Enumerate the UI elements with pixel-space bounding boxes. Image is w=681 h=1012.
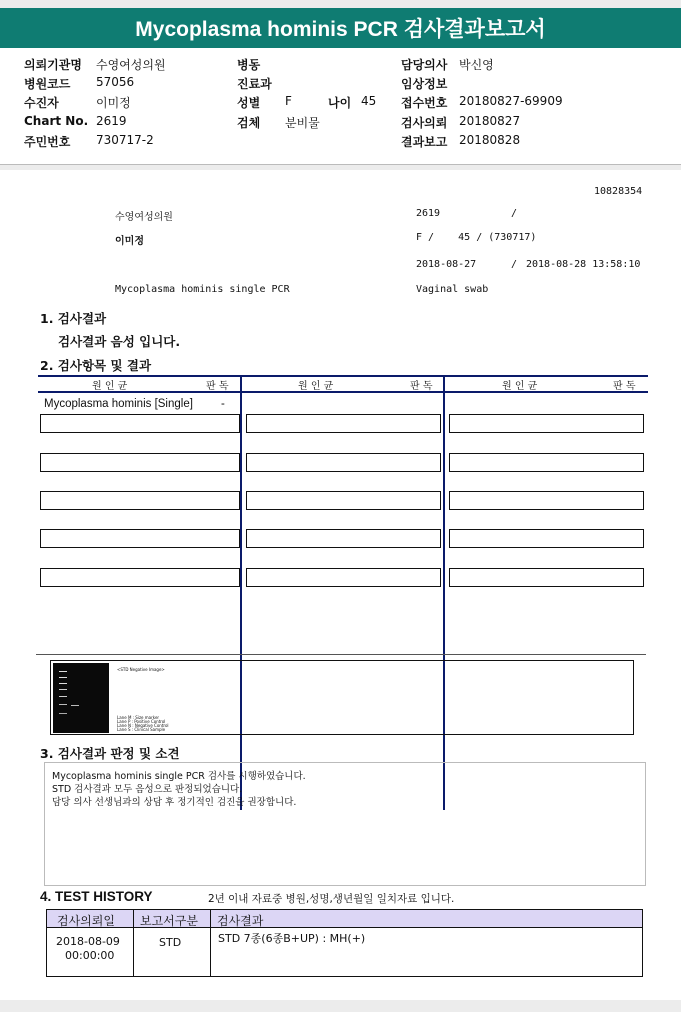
header-pathogen-1: 원 인 균 xyxy=(92,381,128,392)
history-row-date: 2018-08-09 xyxy=(56,935,120,948)
history-table xyxy=(46,909,643,977)
findings-line: STD 검사결과 모두 음성으로 판정되었습니다. xyxy=(52,784,243,795)
history-header-report-type: 보고서구분 xyxy=(140,914,198,928)
gel-section-divider xyxy=(36,654,646,655)
gel-image-frame xyxy=(50,660,634,735)
label-resident-number: 주민번호 xyxy=(24,135,71,149)
label-request-date: 검사의뢰 xyxy=(401,116,448,130)
gel-legend-line: Lane N : Negative Control xyxy=(117,723,169,728)
report-specimen: Vaginal swab xyxy=(416,284,489,295)
history-note: 2년 이내 자료중 병원,성명,생년월일 일치자료 입니다. xyxy=(208,893,455,905)
result-slot xyxy=(40,491,240,510)
report-paper xyxy=(0,170,681,1000)
value-resident-number: 730717-2 xyxy=(96,133,154,147)
result-slot xyxy=(246,529,441,548)
history-col-divider xyxy=(133,910,134,976)
result-slot xyxy=(449,453,644,472)
result-slot xyxy=(40,414,240,433)
report-title: Mycoplasma hominis PCR 검사결과보고서 xyxy=(0,8,681,48)
label-report-date: 결과보고 xyxy=(401,135,448,149)
header-pathogen-3: 원 인 균 xyxy=(502,381,538,392)
report-id: 10828354 xyxy=(594,186,643,197)
findings-line: Mycoplasma hominis single PCR 검사를 시행하였습니다. xyxy=(52,771,306,782)
result-item-value: - xyxy=(221,398,225,410)
label-accession-number: 접수번호 xyxy=(401,96,448,110)
results-table-divider-2 xyxy=(443,375,445,810)
history-col-divider xyxy=(210,910,211,976)
results-table-divider-1 xyxy=(240,375,242,810)
section2-title: 2. 검사항목 및 결과 xyxy=(40,358,152,373)
value-chart-no: 2619 xyxy=(96,114,127,128)
report-chart: 2619 xyxy=(416,208,441,219)
label-ward: 병동 xyxy=(237,58,261,72)
label-physician: 담당의사 xyxy=(401,58,448,72)
section3-title: 3. 검사결과 판정 및 소견 xyxy=(40,746,180,761)
history-row-type: STD xyxy=(159,936,182,949)
report-sex-age: F / 45 / (730717) xyxy=(416,232,537,243)
report-chart-separator: / xyxy=(511,208,518,219)
report-patient: 이미정 xyxy=(115,236,144,247)
value-specimen: 분비물 xyxy=(285,116,320,130)
report-date-from: 2018-08-27 xyxy=(416,259,477,270)
header-result-1: 판 독 xyxy=(206,381,229,392)
value-accession-number: 20180827-69909 xyxy=(459,94,563,108)
result-slot xyxy=(449,529,644,548)
patient-info-panel xyxy=(0,48,681,165)
result-slot xyxy=(449,491,644,510)
gel-electrophoresis-image xyxy=(53,663,109,733)
label-patient-name: 수진자 xyxy=(24,96,59,110)
section4-title: 4. TEST HISTORY xyxy=(40,889,153,904)
section1-title: 1. 검사결과 xyxy=(40,311,107,326)
label-chart-no: Chart No. xyxy=(24,114,89,128)
result-slot xyxy=(40,568,240,587)
value-physician: 박신영 xyxy=(459,58,494,72)
result-slot xyxy=(40,529,240,548)
gel-legend-line: Lane S : Clinical Sample xyxy=(117,727,166,732)
history-header-request-date: 검사의뢰일 xyxy=(57,914,115,928)
result-slot xyxy=(40,453,240,472)
value-requesting-institution: 수영여성의원 xyxy=(96,58,166,72)
value-hospital-code: 57056 xyxy=(96,75,135,89)
label-clinical-info: 임상정보 xyxy=(401,77,448,91)
value-sex: F xyxy=(285,94,292,108)
result-item-pathogen: Mycoplasma hominis [Single] xyxy=(44,398,193,410)
results-table-top-border xyxy=(38,375,648,377)
gel-legend-line: Lane M : Size marker xyxy=(117,715,160,720)
report-date-separator: / xyxy=(511,259,518,270)
header-pathogen-2: 원 인 균 xyxy=(298,381,334,392)
history-table-header xyxy=(47,910,642,928)
report-test-name: Mycoplasma hominis single PCR xyxy=(115,284,290,295)
label-age: 나이 xyxy=(328,96,352,110)
gel-caption: <STD Negative Image> xyxy=(117,667,165,672)
result-slot xyxy=(246,453,441,472)
history-header-result: 검사결과 xyxy=(217,914,264,928)
findings-line: 담당 의사 선생님과의 상담 후 정기적인 검진을 권장합니다. xyxy=(52,797,297,808)
value-age: 45 xyxy=(361,94,377,108)
section1-result-text: 검사결과 음성 입니다. xyxy=(58,334,181,349)
result-slot xyxy=(449,568,644,587)
result-slot xyxy=(246,568,441,587)
header-result-3: 판 독 xyxy=(613,381,636,392)
history-row-result: STD 7종(6종B+UP) : MH(+) xyxy=(218,932,366,945)
gel-legend-line: Lane P : Positive Control xyxy=(117,719,166,724)
label-hospital-code: 병원코드 xyxy=(24,77,71,91)
report-institution: 수영여성의원 xyxy=(115,212,173,223)
label-specimen: 검체 xyxy=(237,116,261,130)
report-date-to: 2018-08-28 13:58:10 xyxy=(526,259,641,270)
label-requesting-institution: 의뢰기관명 xyxy=(24,58,82,72)
findings-box xyxy=(44,762,646,886)
value-patient-name: 이미정 xyxy=(96,96,131,110)
header-result-2: 판 독 xyxy=(410,381,433,392)
value-report-date: 20180828 xyxy=(459,133,521,147)
result-slot xyxy=(246,414,441,433)
label-sex: 성별 xyxy=(237,96,261,110)
value-request-date: 20180827 xyxy=(459,114,521,128)
label-department: 진료과 xyxy=(237,77,272,91)
history-row-time: 00:00:00 xyxy=(65,949,115,962)
results-table-header-border xyxy=(38,391,648,393)
result-slot xyxy=(449,414,644,433)
result-slot xyxy=(246,491,441,510)
